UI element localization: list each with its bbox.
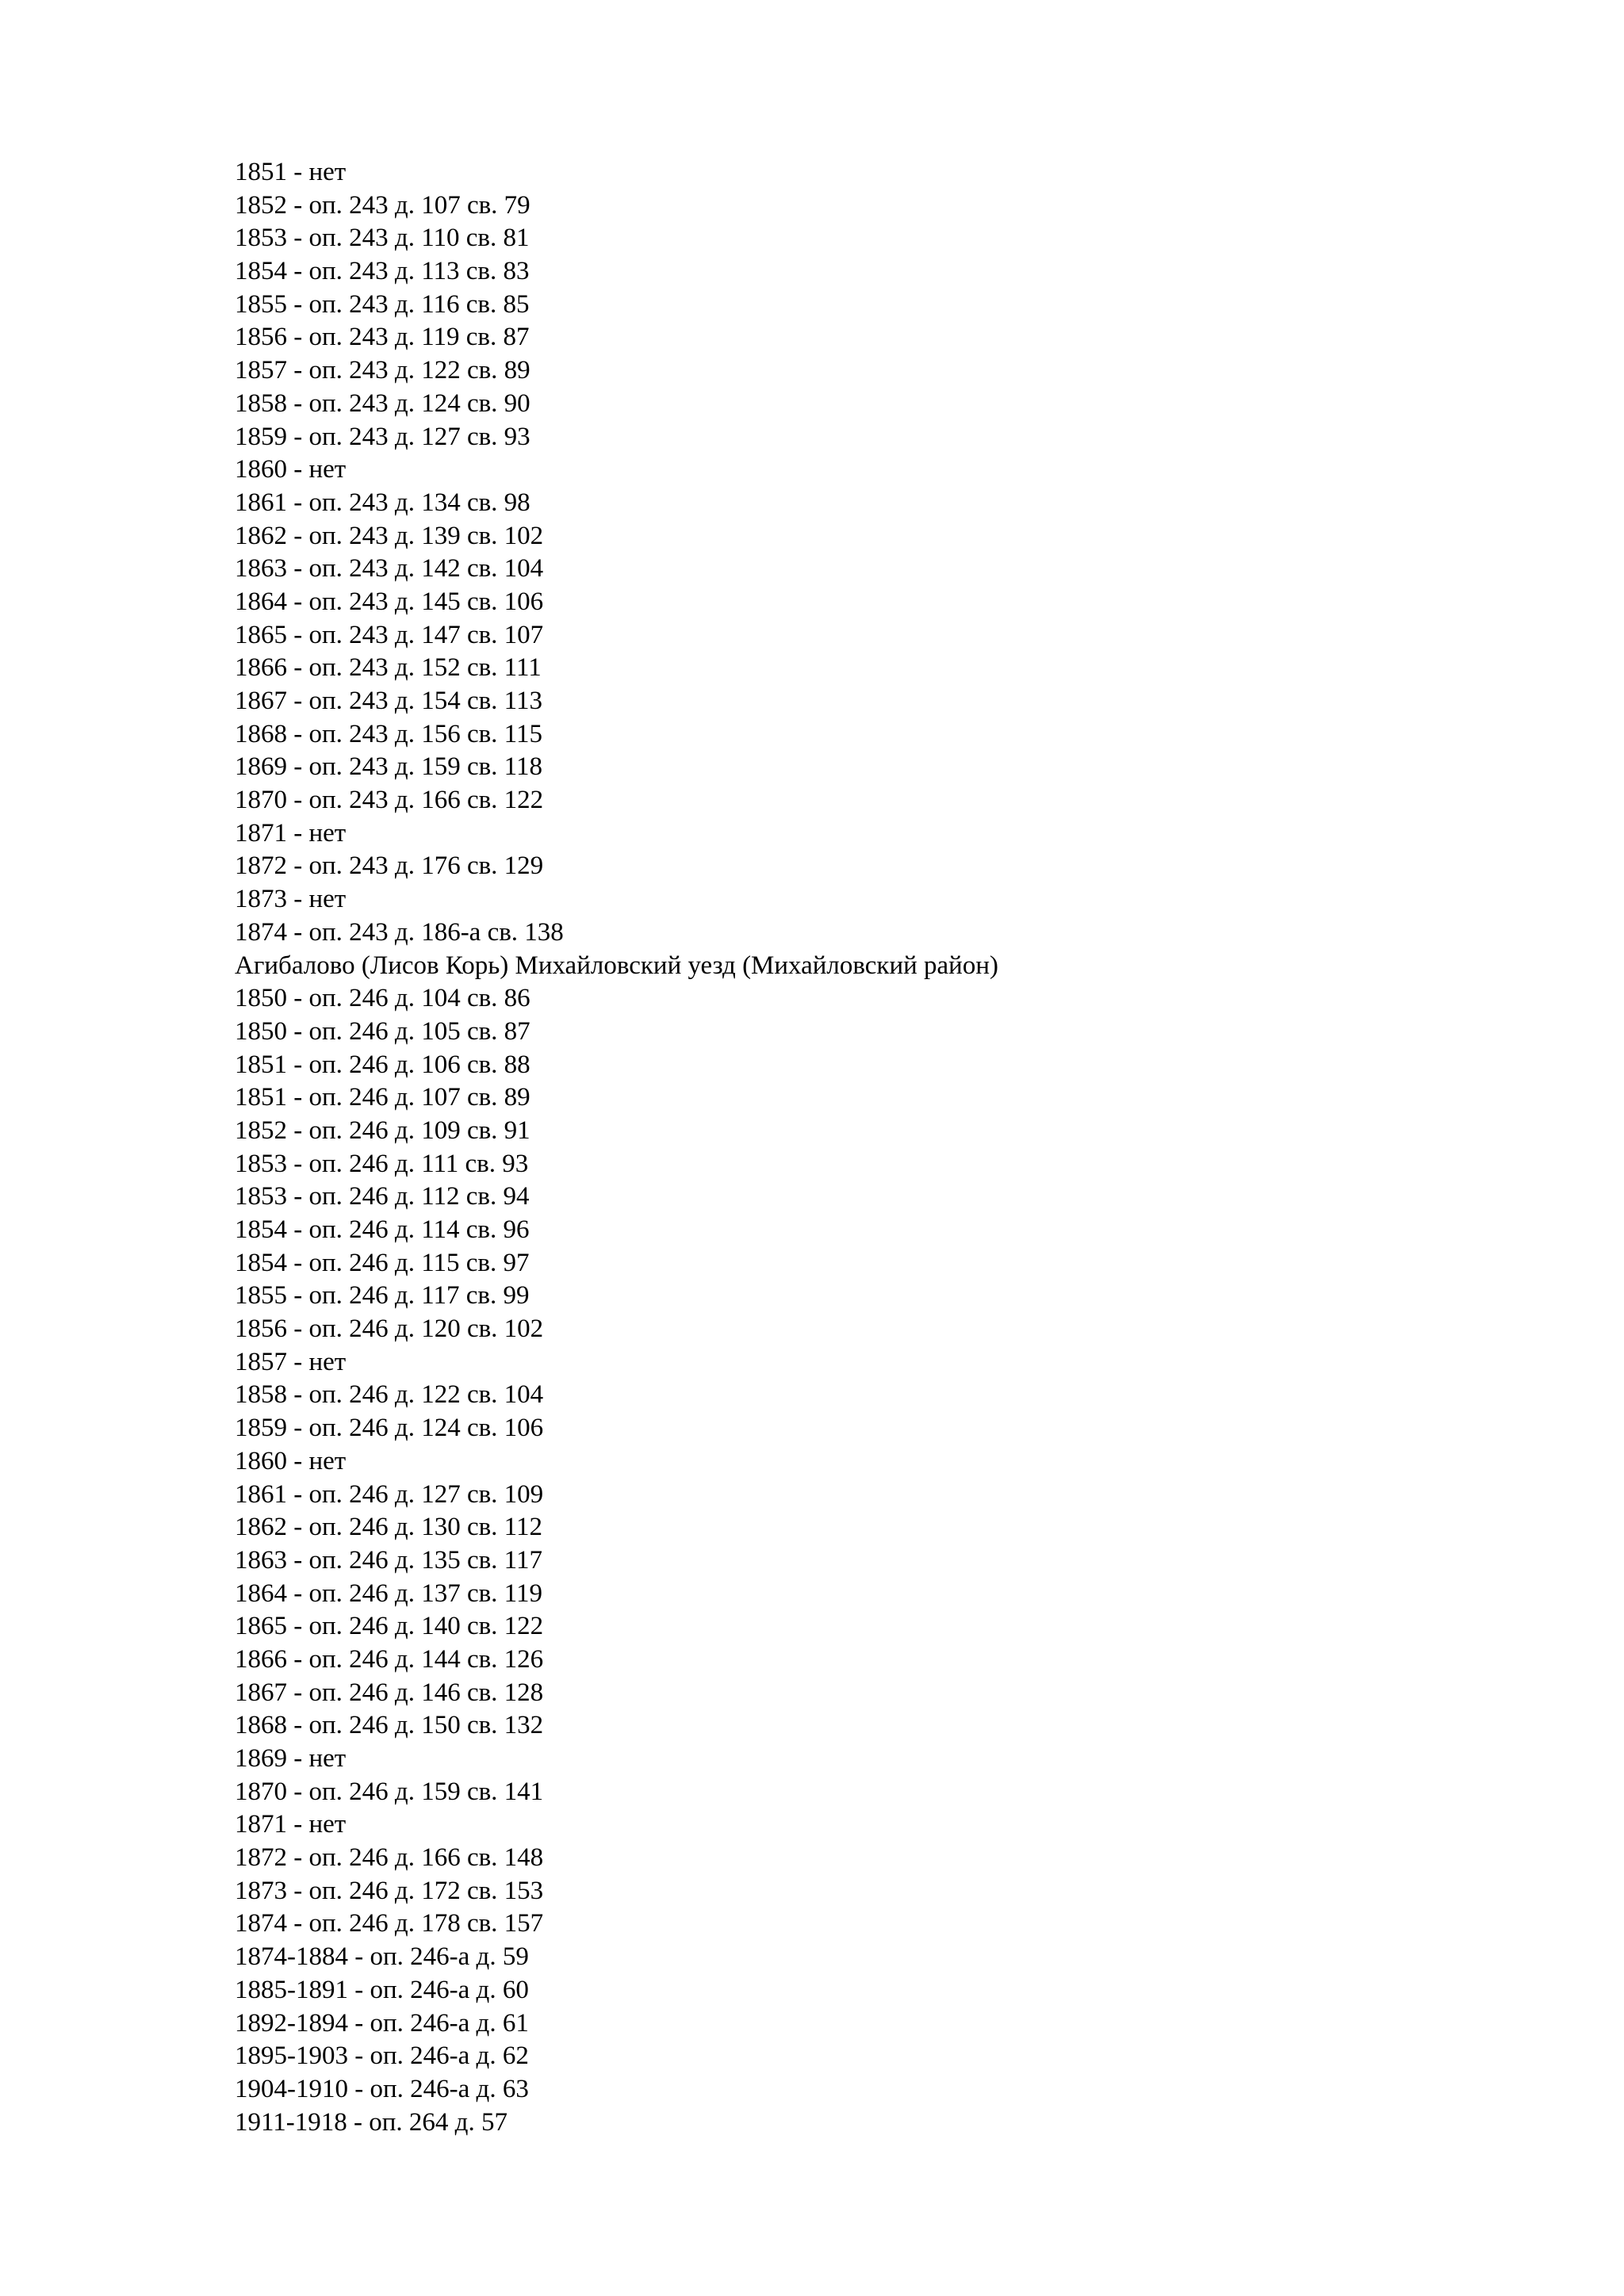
text-line: 1854 - оп. 246 д. 115 св. 97 [235, 1248, 530, 1277]
text-line: 1892-1894 - оп. 246-а д. 61 [235, 2008, 529, 2038]
text-line: 1866 - оп. 243 д. 152 св. 111 [235, 653, 542, 683]
text-line: 1852 - оп. 243 д. 107 св. 79 [235, 190, 530, 220]
text-line: 1860 - нет [235, 1446, 347, 1475]
text-line: 1853 - оп. 246 д. 111 св. 93 [235, 1149, 529, 1178]
text-line: 1885-1891 - оп. 246-а д. 60 [235, 1975, 529, 2004]
text-line: 1857 - оп. 243 д. 122 св. 89 [235, 356, 530, 385]
text-line: 1862 - оп. 246 д. 130 св. 112 [235, 1513, 542, 1542]
text-line: 1861 - оп. 243 д. 134 св. 98 [235, 488, 530, 517]
text-line: 1854 - оп. 246 д. 114 св. 96 [235, 1215, 530, 1244]
text-line: 1862 - оп. 243 д. 139 св. 102 [235, 521, 544, 550]
text-line: 1864 - оп. 243 д. 145 св. 106 [235, 587, 544, 616]
text-line: 1873 - оп. 246 д. 172 св. 153 [235, 1876, 544, 1905]
text-line: 1868 - оп. 246 д. 150 св. 132 [235, 1711, 544, 1740]
text-line: 1857 - нет [235, 1347, 347, 1376]
text-line: 1911-1918 - оп. 264 д. 57 [235, 2107, 508, 2137]
text-line: 1851 - оп. 246 д. 107 св. 89 [235, 1083, 530, 1112]
text-line: 1870 - оп. 243 д. 166 св. 122 [235, 786, 544, 815]
text-line: 1858 - оп. 246 д. 122 св. 104 [235, 1380, 544, 1410]
text-line: 1859 - оп. 243 д. 127 св. 93 [235, 422, 530, 451]
text-line: 1871 - нет [235, 1810, 347, 1839]
text-line: 1866 - оп. 246 д. 144 св. 126 [235, 1644, 544, 1674]
text-line: 1904-1910 - оп. 246-а д. 63 [235, 2074, 529, 2103]
text-line: 1853 - оп. 243 д. 110 св. 81 [235, 224, 530, 253]
text-line: 1856 - оп. 246 д. 120 св. 102 [235, 1314, 544, 1344]
section-heading: Агибалово (Лисов Корь) Михайловский уезд (Михайловский район) [235, 951, 998, 980]
text-line: 1865 - оп. 246 д. 140 св. 122 [235, 1612, 544, 1641]
text-line: 1860 - нет [235, 455, 347, 484]
text-line: 1867 - оп. 243 д. 154 св. 113 [235, 687, 542, 715]
text-line: 1869 - нет [235, 1744, 347, 1773]
text-line: 1874-1884 - оп. 246-а д. 59 [235, 1942, 529, 1972]
text-line: 1856 - оп. 243 д. 119 св. 87 [235, 323, 530, 352]
text-line: 1855 - оп. 243 д. 116 св. 85 [235, 289, 530, 319]
text-line: 1859 - оп. 246 д. 124 св. 106 [235, 1414, 544, 1443]
text-line: 1873 - нет [235, 885, 347, 914]
text-line: 1863 - оп. 246 д. 135 св. 117 [235, 1545, 542, 1575]
text-line: 1872 - оп. 243 д. 176 св. 129 [235, 851, 544, 881]
text-line: 1854 - оп. 243 д. 113 св. 83 [235, 257, 530, 286]
text-line: 1863 - оп. 243 д. 142 св. 104 [235, 554, 544, 584]
text-line: 1895-1903 - оп. 246-а д. 62 [235, 2042, 529, 2071]
text-line: 1850 - оп. 246 д. 105 св. 87 [235, 1016, 530, 1046]
text-line: 1851 - нет [235, 158, 347, 186]
archive-listing [235, 156, 998, 2139]
text-line: 1868 - оп. 243 д. 156 св. 115 [235, 719, 542, 748]
text-line: 1871 - нет [235, 818, 347, 848]
text-line: 1864 - оп. 246 д. 137 св. 119 [235, 1578, 542, 1608]
text-line: 1869 - оп. 243 д. 159 св. 118 [235, 752, 542, 782]
text-line: 1853 - оп. 246 д. 112 св. 94 [235, 1182, 530, 1211]
text-line: 1858 - оп. 243 д. 124 св. 90 [235, 388, 530, 418]
text-line: 1852 - оп. 246 д. 109 св. 91 [235, 1115, 530, 1145]
text-line: 1865 - оп. 243 д. 147 св. 107 [235, 620, 544, 649]
text-line: 1850 - оп. 246 д. 104 св. 86 [235, 984, 530, 1013]
text-line: 1872 - оп. 246 д. 166 св. 148 [235, 1843, 544, 1873]
text-line: 1874 - оп. 246 д. 178 св. 157 [235, 1909, 544, 1938]
text-line: 1874 - оп. 243 д. 186-а св. 138 [235, 917, 564, 947]
text-line: 1851 - оп. 246 д. 106 св. 88 [235, 1050, 530, 1079]
text-line: 1870 - оп. 246 д. 159 св. 141 [235, 1777, 544, 1806]
text-line: 1867 - оп. 246 д. 146 св. 128 [235, 1678, 544, 1707]
text-line: 1861 - оп. 246 д. 127 св. 109 [235, 1479, 544, 1509]
text-line: 1855 - оп. 246 д. 117 св. 99 [235, 1281, 530, 1311]
